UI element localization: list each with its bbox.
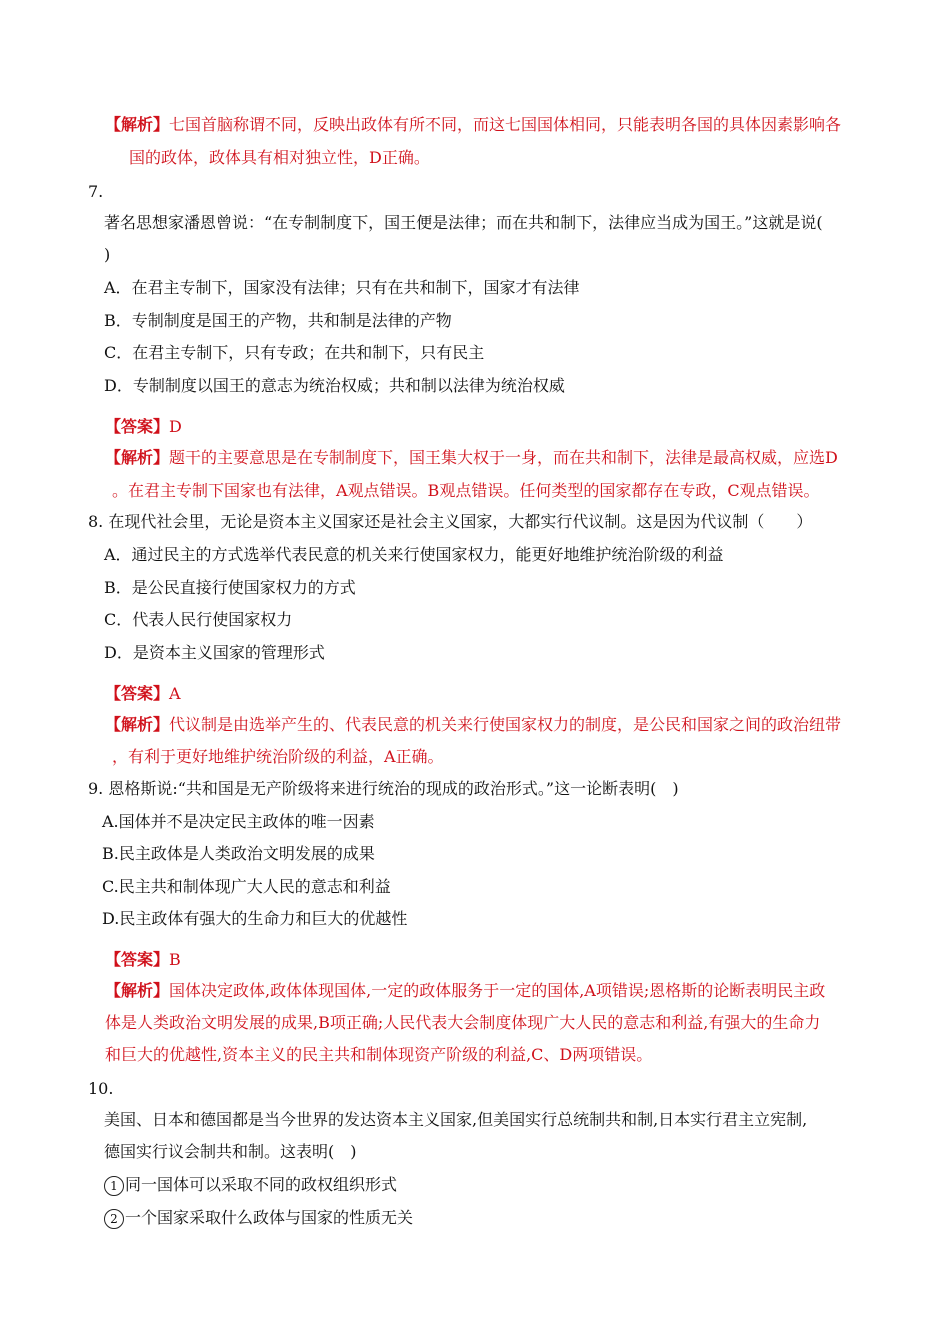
q8-option-a: A．通过民主的方式选举代表民意的机关来行使国家权力，能更好地维护统治阶级的利益: [104, 545, 724, 564]
q9-option-d: D.民主政体有强大的生命力和巨大的优越性: [102, 909, 408, 928]
q7-option-d: D．专制制度以国王的意志为统治权威；共和制以法律为统治权威: [104, 376, 565, 395]
analysis-tag: 【解析】: [105, 115, 170, 134]
q9-analysis-line-1: [105, 981, 825, 1001]
q9-answer: [105, 950, 181, 970]
answer-value: A: [169, 684, 181, 703]
q8-analysis-line-1: [105, 715, 841, 735]
analysis-text: 七国首脑称谓不同，反映出政体有所不同，而这七国国体相同，只能表明各国的具体因素影响各: [169, 115, 842, 134]
analysis-tag: 【解析】: [105, 448, 170, 467]
q7-analysis-line-1: [105, 448, 838, 468]
analysis-text: 题干的主要意思是在专制制度下，国王集大权于一身，而在共和制下，法律是最高权威，应选D: [169, 448, 838, 467]
analysis-text: 代议制是由选举产生的、代表民意的机关来行使国家权力的制度，是公民和国家之间的政治纽带: [169, 715, 842, 734]
q7-number: 7.: [88, 182, 104, 201]
q10-item-2: [104, 1208, 413, 1229]
q7-option-c: C．在君主专制下，只有专政；在共和制下，只有民主: [104, 343, 485, 362]
q8-option-c: C．代表人民行使国家权力: [104, 610, 293, 629]
answer-tag: 【答案】: [105, 684, 170, 703]
answer-tag: 【答案】: [105, 417, 170, 436]
analysis-tag: 【解析】: [105, 981, 170, 1000]
q10-item-1: [104, 1175, 397, 1196]
q9-option-b: B.民主政体是人类政治文明发展的成果: [102, 844, 375, 863]
q9-analysis-line-2: 体是人类政治文明发展的成果,B项正确;人民代表大会制度体现广大人民的意志和利益,有强大的生命力: [105, 1013, 821, 1032]
q9-option-a: A.国体并不是决定民主政体的唯一因素: [102, 812, 375, 831]
q8-option-d: D．是资本主义国家的管理形式: [104, 643, 325, 662]
q8-option-b: B．是公民直接行使国家权力的方式: [104, 578, 356, 597]
q7-option-a: A．在君主专制下，国家没有法律；只有在共和制下，国家才有法律: [104, 278, 580, 297]
q9-option-c: C.民主共和制体现广大人民的意志和利益: [102, 877, 391, 896]
q9-stem: 9. 恩格斯说:“共和国是无产阶级将来进行统治的现成的政治形式。”这一论断表明( ): [88, 779, 679, 798]
analysis-tag: 【解析】: [105, 715, 170, 734]
q8-analysis-line-2: ，有利于更好地维护统治阶级的利益，A正确。: [112, 747, 444, 766]
q10-number: 10.: [88, 1079, 114, 1098]
q6-analysis-line-1: [105, 115, 841, 135]
circled-number-1: 1: [104, 1176, 124, 1196]
q9-analysis-line-3: 和巨大的优越性,资本主义的民主共和制体现资产阶级的利益,C、D两项错误。: [105, 1045, 653, 1064]
q7-option-b: B．专制制度是国王的产物，共和制是法律的产物: [104, 311, 452, 330]
q7-stem-line-1: 著名思想家潘恩曾说：“在专制制度下，国王便是法律；而在共和制下，法律应当成为国王。”这就是说(: [104, 213, 823, 232]
q8-stem: 8. 在现代社会里，无论是资本主义国家还是社会主义国家，大都实行代议制。这是因为代议制（ ）: [88, 512, 813, 531]
q10-stem-line-1: 美国、日本和德国都是当今世界的发达资本主义国家,但美国实行总统制共和制,日本实行君主立宪制,: [104, 1110, 808, 1129]
answer-value: D: [169, 417, 182, 436]
item-text: 一个国家采取什么政体与国家的性质无关: [125, 1208, 414, 1227]
q8-answer: [105, 684, 181, 704]
q7-analysis-line-2: 。在君主专制下国家也有法律，A观点错误。B观点错误。任何类型的国家都存在专政，C观点错误。: [112, 481, 820, 500]
item-text: 同一国体可以采取不同的政权组织形式: [125, 1175, 398, 1194]
answer-tag: 【答案】: [105, 950, 170, 969]
q7-stem-line-2: ): [104, 245, 111, 264]
q7-answer: [105, 417, 182, 437]
analysis-text: 国体决定政体,政体体现国体,一定的政体服务于一定的国体,A项错误;恩格斯的论断表明民主政: [169, 981, 826, 1000]
answer-value: B: [169, 950, 181, 969]
q6-analysis-line-2: 国的政体，政体具有相对独立性，D正确。: [129, 148, 430, 167]
q10-stem-line-2: 德国实行议会制共和制。这表明( ): [104, 1142, 357, 1161]
circled-number-2: 2: [104, 1209, 124, 1229]
